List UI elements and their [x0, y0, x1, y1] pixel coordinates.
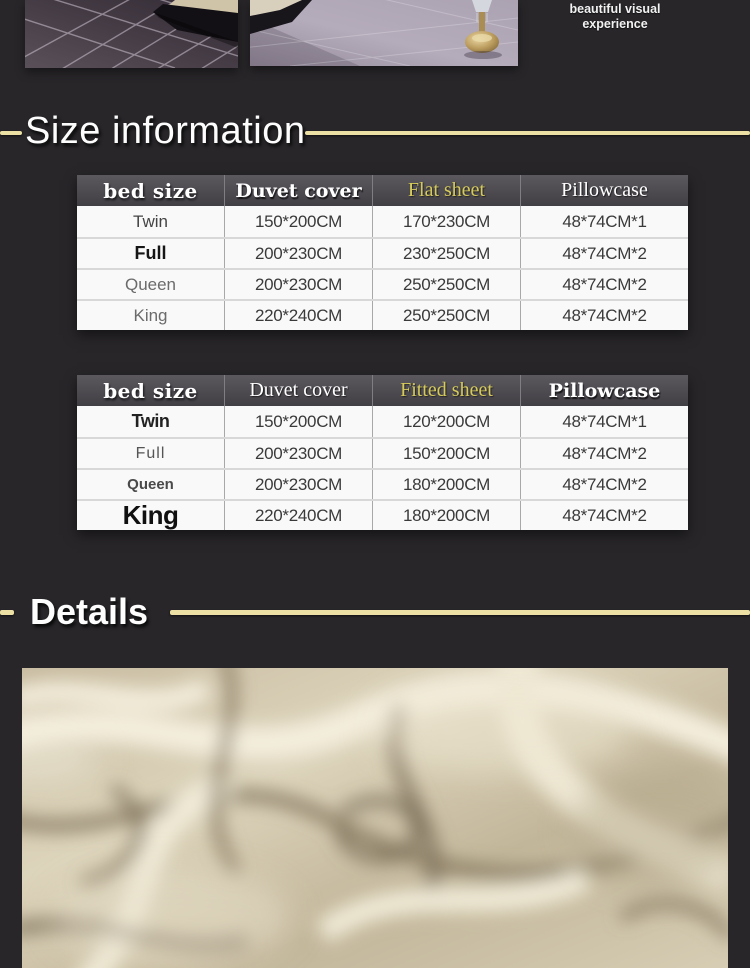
- size-table-flat-sheet: [77, 175, 688, 330]
- gold-divider-line: [0, 610, 14, 615]
- cell-bed-size: Queen: [77, 470, 225, 499]
- cell-bed-size: King: [77, 301, 225, 330]
- cell-bed-size: Twin: [77, 206, 225, 237]
- cell-bed-size: Twin: [77, 406, 225, 437]
- table-row-twin: [77, 406, 688, 437]
- cell-pillow: 48*74CM*2: [562, 474, 647, 494]
- table-row-king: [77, 499, 688, 530]
- header-cell-bed-size: bed size: [77, 375, 225, 406]
- table-row-full: [77, 437, 688, 468]
- cell-duvet: 200*230CM: [225, 270, 373, 299]
- details-title: Details: [30, 591, 149, 632]
- header-cell-fitted-sheet: Fitted sheet: [373, 375, 521, 406]
- satin-fabric-detail-image: [22, 668, 728, 968]
- cell-sheet: 180*200CM: [373, 501, 521, 530]
- header-cell-pillowcase: Pillowcase: [548, 379, 661, 402]
- tagline-line-1: beautiful visual: [569, 2, 661, 16]
- table-row-full: [77, 237, 688, 268]
- cell-sheet: 120*200CM: [373, 406, 521, 437]
- header-cell-bed-size: bed size: [77, 175, 225, 206]
- table-header-row: [77, 175, 688, 206]
- bedroom-floor-photo: [25, 0, 238, 68]
- gold-divider-line: [305, 131, 750, 135]
- cell-sheet: 230*250CM: [373, 239, 521, 268]
- cell-sheet: 170*230CM: [373, 206, 521, 237]
- table-row-queen: [77, 268, 688, 299]
- table-header-row: [77, 375, 688, 406]
- header-cell-duvet: Duvet cover: [225, 375, 373, 406]
- cell-duvet: 220*240CM: [225, 501, 373, 530]
- cell-bed-size: Full: [77, 439, 225, 468]
- gold-divider-line: [170, 610, 750, 615]
- cell-pillow: 48*74CM*2: [562, 443, 647, 463]
- cell-duvet: 150*200CM: [225, 206, 373, 237]
- decor-floor-photo: [250, 0, 518, 66]
- cell-duvet: 220*240CM: [225, 301, 373, 330]
- cell-pillow: 48*74CM*2: [562, 274, 647, 294]
- cell-duvet: 200*230CM: [225, 439, 373, 468]
- hero-tagline: [540, 2, 690, 32]
- cell-bed-size: Full: [77, 239, 225, 268]
- cell-pillow: 48*74CM*2: [562, 305, 647, 325]
- header-cell-pillowcase: Pillowcase: [561, 179, 648, 201]
- size-table-fitted-sheet: [77, 375, 688, 530]
- cell-sheet: 250*250CM: [373, 301, 521, 330]
- gold-divider-line: [0, 131, 22, 135]
- tagline-line-2: experience: [582, 17, 648, 31]
- cell-pillow: 48*74CM*1: [562, 211, 647, 231]
- cell-sheet: 150*200CM: [373, 439, 521, 468]
- dark-tile-floor-image: [25, 0, 238, 68]
- cell-duvet: 200*230CM: [225, 470, 373, 499]
- header-cell-flat-sheet: Flat sheet: [373, 175, 521, 206]
- cell-pillow: 48*74CM*1: [562, 411, 647, 431]
- table-row-queen: [77, 468, 688, 499]
- cell-duvet: 200*230CM: [225, 239, 373, 268]
- cell-pillow: 48*74CM*2: [562, 243, 647, 263]
- champagne-satin-image: [22, 668, 728, 968]
- light-floor-candlestick-image: [250, 0, 518, 66]
- size-information-title: Size information: [25, 110, 306, 152]
- cell-bed-size: King: [77, 501, 225, 530]
- cell-sheet: 250*250CM: [373, 270, 521, 299]
- table-row-king: [77, 299, 688, 330]
- cell-sheet: 180*200CM: [373, 470, 521, 499]
- table-row-twin: [77, 206, 688, 237]
- header-cell-duvet: Duvet cover: [225, 175, 373, 206]
- cell-pillow: 48*74CM*2: [562, 505, 647, 525]
- cell-bed-size: Queen: [77, 270, 225, 299]
- cell-duvet: 150*200CM: [225, 406, 373, 437]
